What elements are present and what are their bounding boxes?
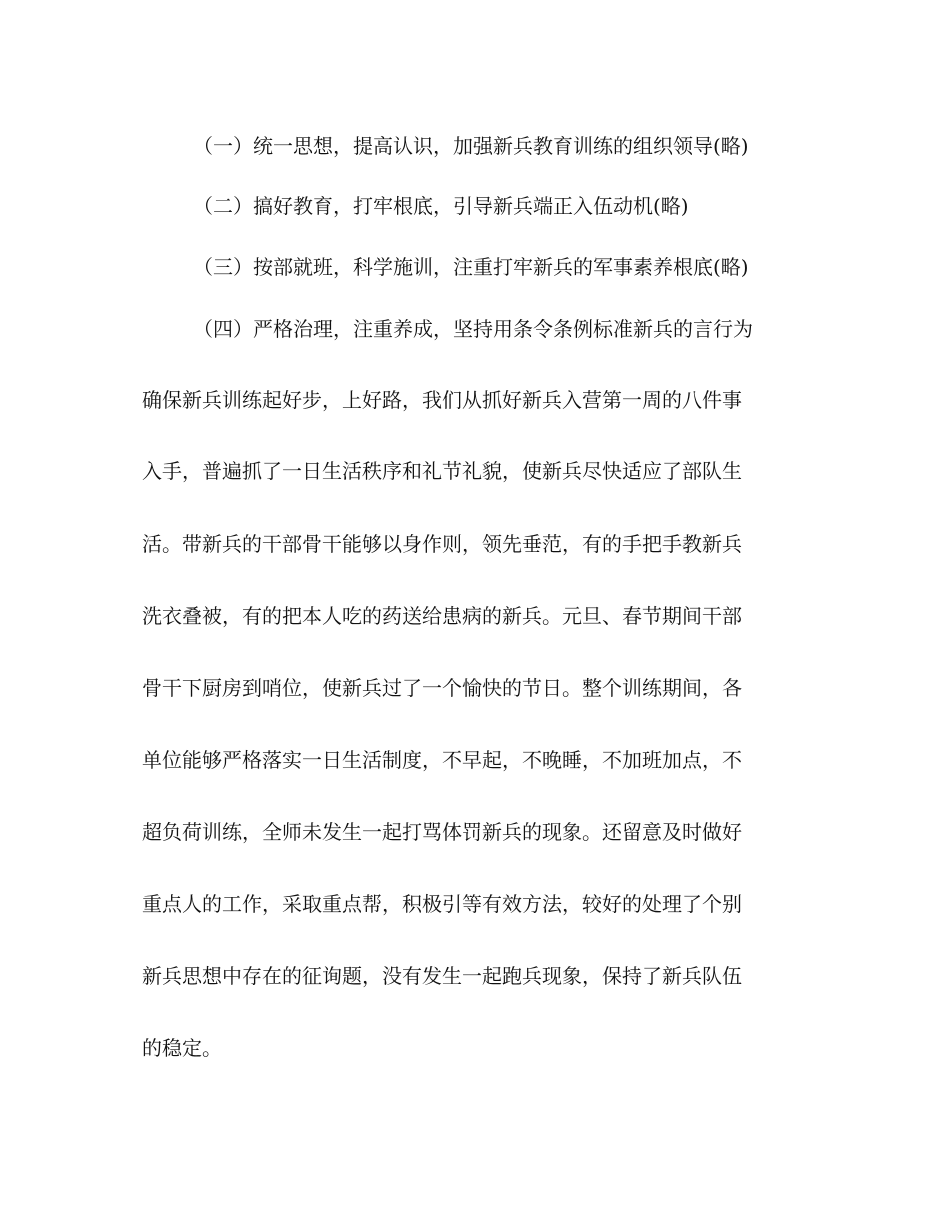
paragraph-line-8: 重点人的工作，采取重点帮，积极引等有效方法，较好的处理了个别 — [142, 892, 742, 916]
paragraph-line-9: 新兵思想中存在的征询题，没有发生一起跑兵现象，保持了新兵队伍 — [142, 964, 742, 988]
paragraph-line-1: 确保新兵训练起好步，上好路，我们从抓好新兵入营第一周的八件事 — [142, 388, 742, 412]
paragraph-line-6: 单位能够严格落实一日生活制度，不早起，不晚睡，不加班加点，不 — [142, 748, 742, 772]
heading-4: （四）严格治理，注重养成，坚持用条令条例标准新兵的言行为 — [193, 317, 753, 341]
paragraph-line-4: 洗衣叠被，有的把本人吃的药送给患病的新兵。元旦、春节期间干部 — [142, 604, 742, 628]
paragraph-line-10: 的稳定。 — [142, 1036, 222, 1060]
paragraph-line-2: 入手，普遍抓了一日生活秩序和礼节礼貌，使新兵尽快适应了部队生 — [142, 459, 742, 483]
paragraph-line-7: 超负荷训练，全师未发生一起打骂体罚新兵的现象。还留意及时做好 — [142, 820, 742, 844]
heading-2: （二）搞好教育，打牢根底，引导新兵端正入伍动机(略) — [193, 194, 689, 218]
heading-3: （三）按部就班，科学施训，注重打牢新兵的军事素养根底(略) — [193, 255, 749, 279]
heading-1: （一）统一思想，提高认识，加强新兵教育训练的组织领导(略) — [193, 134, 749, 158]
paragraph-line-3: 活。带新兵的干部骨干能够以身作则，领先垂范，有的手把手教新兵 — [142, 532, 742, 556]
paragraph-line-5: 骨干下厨房到哨位，使新兵过了一个愉快的节日。整个训练期间，各 — [142, 676, 742, 700]
